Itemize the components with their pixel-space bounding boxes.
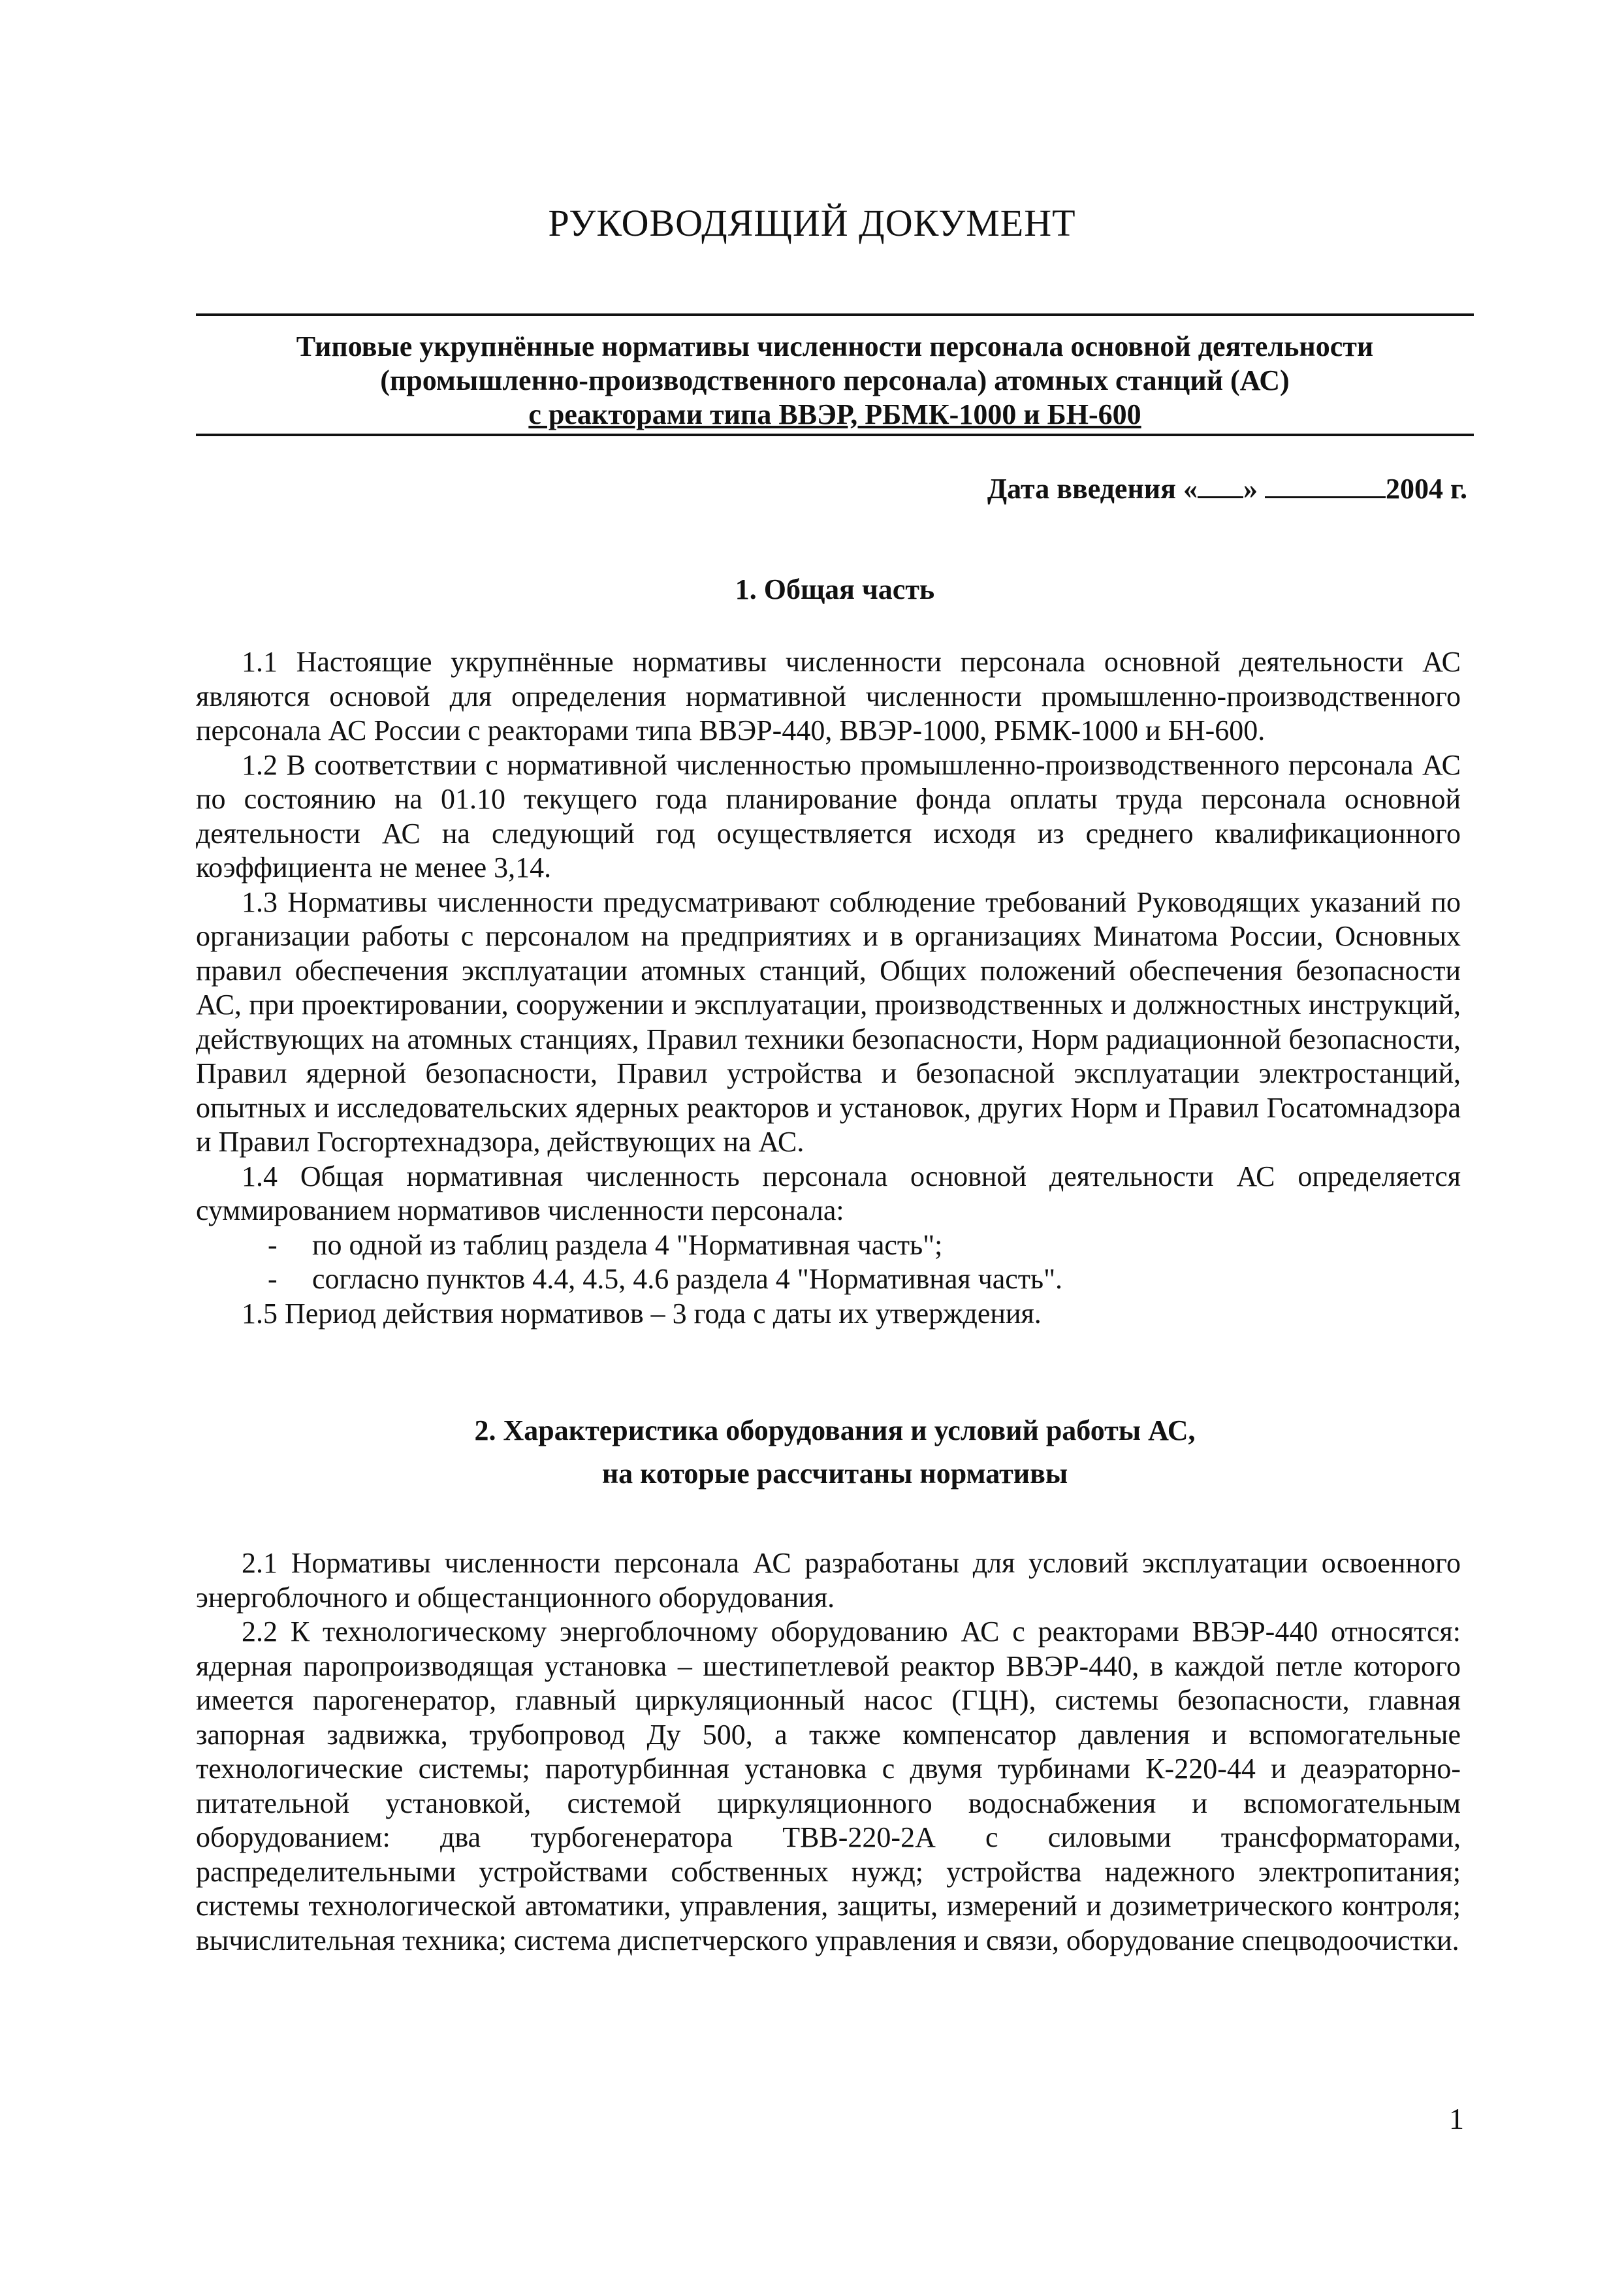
title-line-3: с реакторами типа ВВЭР, РБМК-1000 и БН-600 xyxy=(528,398,1141,430)
list-item-text: согласно пунктов 4.4, 4.5, 4.6 раздела 4 "Нормативная часть". xyxy=(312,1263,1063,1295)
paragraph-1-3: 1.3 Нормативы численности предусматривают соблюдение требований Руководящих указаний по организации работы с персоналом на предприятиях и в организациях Минатома России, Основных правил обеспечения эксплуатации атомных станций, Общих положений обеспечения безопасности АС, при проектировании, сооружении и эксплуатации, производственных и должностных инструкций, действующих на атомных станциях, Правил техники безопасности, Норм радиационной безопасности, Правил ядерной безопасности, Правил устройства и безопасной эксплуатации электростанций, опытных и исследовательских ядерных реакторов и установок, других Норм и Правил Госатомнадзора и Правил Госгортехнадзора, действующих на АС. xyxy=(196,885,1461,1158)
intro-date-quote: » xyxy=(1243,473,1258,505)
title-line-2: (промышленно-производственного персонала) атомных станций (АС) xyxy=(380,364,1290,396)
document-type-heading: РУКОВОДЯЩИЙ ДОКУМЕНТ xyxy=(548,202,1076,244)
section-2-heading-line-2: на которые рассчитаны нормативы xyxy=(601,1458,1068,1490)
paragraph-2-1: 2.1 Нормативы численности персонала АС разработаны для условий эксплуатации освоенного энергоблочного и общестанционного оборудования. xyxy=(196,1547,1461,1614)
paragraph-1-1: 1.1 Настоящие укрупнённые нормативы численности персонала основной деятельности АС являются основой для определения нормативной численности промышленно-производственного персонала АС России с реакторами типа ВВЭР-440, ВВЭР-1000, РБМК-1000 и БН-600. xyxy=(196,646,1461,746)
section-2-body xyxy=(196,1546,1461,1958)
intro-date-label: Дата введения « xyxy=(987,473,1198,505)
paragraph-1-5: 1.5 Период действия нормативов – 3 года с даты их утверждения. xyxy=(242,1297,1042,1330)
title-line-1: Типовые укрупнённые нормативы численности персонала основной деятельности xyxy=(296,330,1374,362)
day-blank xyxy=(1198,471,1243,498)
page-number: 1 xyxy=(1449,2102,1464,2135)
month-blank xyxy=(1265,471,1386,498)
section-2-heading-line-1: 2. Характеристика оборудования и условий работы АС, xyxy=(474,1414,1196,1446)
list-item-text: по одной из таблиц раздела 4 "Нормативная часть"; xyxy=(312,1228,943,1261)
paragraph-1-4: 1.4 Общая нормативная численность персонала основной деятельности АС определяется суммированием нормативов численности персонала: xyxy=(196,1160,1461,1226)
paragraph-1-2: 1.2 В соответствии с нормативной численностью промышленно-производственного персонала АС по состоянию на 01.10 текущего года планирование фонда оплаты труда персонала основной деятельности АС на следующий год осуществляется исходя из среднего квалификационного коэффициента не менее 3,14. xyxy=(196,748,1461,884)
title-bottom-rule xyxy=(196,434,1474,436)
dash-marker: - xyxy=(268,1228,278,1261)
document-title xyxy=(196,330,1474,432)
introduction-date xyxy=(987,471,1467,505)
section-1-heading: 1. Общая часть xyxy=(735,573,935,605)
paragraph-2-2: 2.2 К технологическому энергоблочному оборудованию АС с реакторами ВВЭР-440 относятся: ядерная паропроизводящая установка – шестипетлевой реактор ВВЭР-440, в каждой петле которого имеется парогенератор, главный циркуляционный насос (ГЦН), системы безопасности, главная запорная задвижка, трубопровод Ду 500, а также компенсатор давления и вспомогательные технологические системы; паротурбинная установка с двумя турбинами К-220-44 и деаэраторно-питательной установкой, системой циркуляционного водоснабжения и вспомогательным оборудованием: два турбогенератора ТВВ-220-2А с силовыми трансформаторами, распределительными устройствами собственных нужд; устройства надежного электропитания; системы технологической автоматики, управления, защиты, измерений и дозиметрического контроля; вычислительная техника; система диспетчерского управления и связи, оборудование спецводоочистки. xyxy=(196,1616,1461,1956)
list-item xyxy=(196,1228,1461,1263)
intro-date-year: 2004 г. xyxy=(1385,473,1467,505)
title-top-rule xyxy=(196,313,1474,316)
section-2-heading xyxy=(196,1409,1474,1495)
list-item xyxy=(196,1262,1461,1297)
dash-marker: - xyxy=(268,1263,278,1295)
section-1-body xyxy=(196,645,1461,1331)
